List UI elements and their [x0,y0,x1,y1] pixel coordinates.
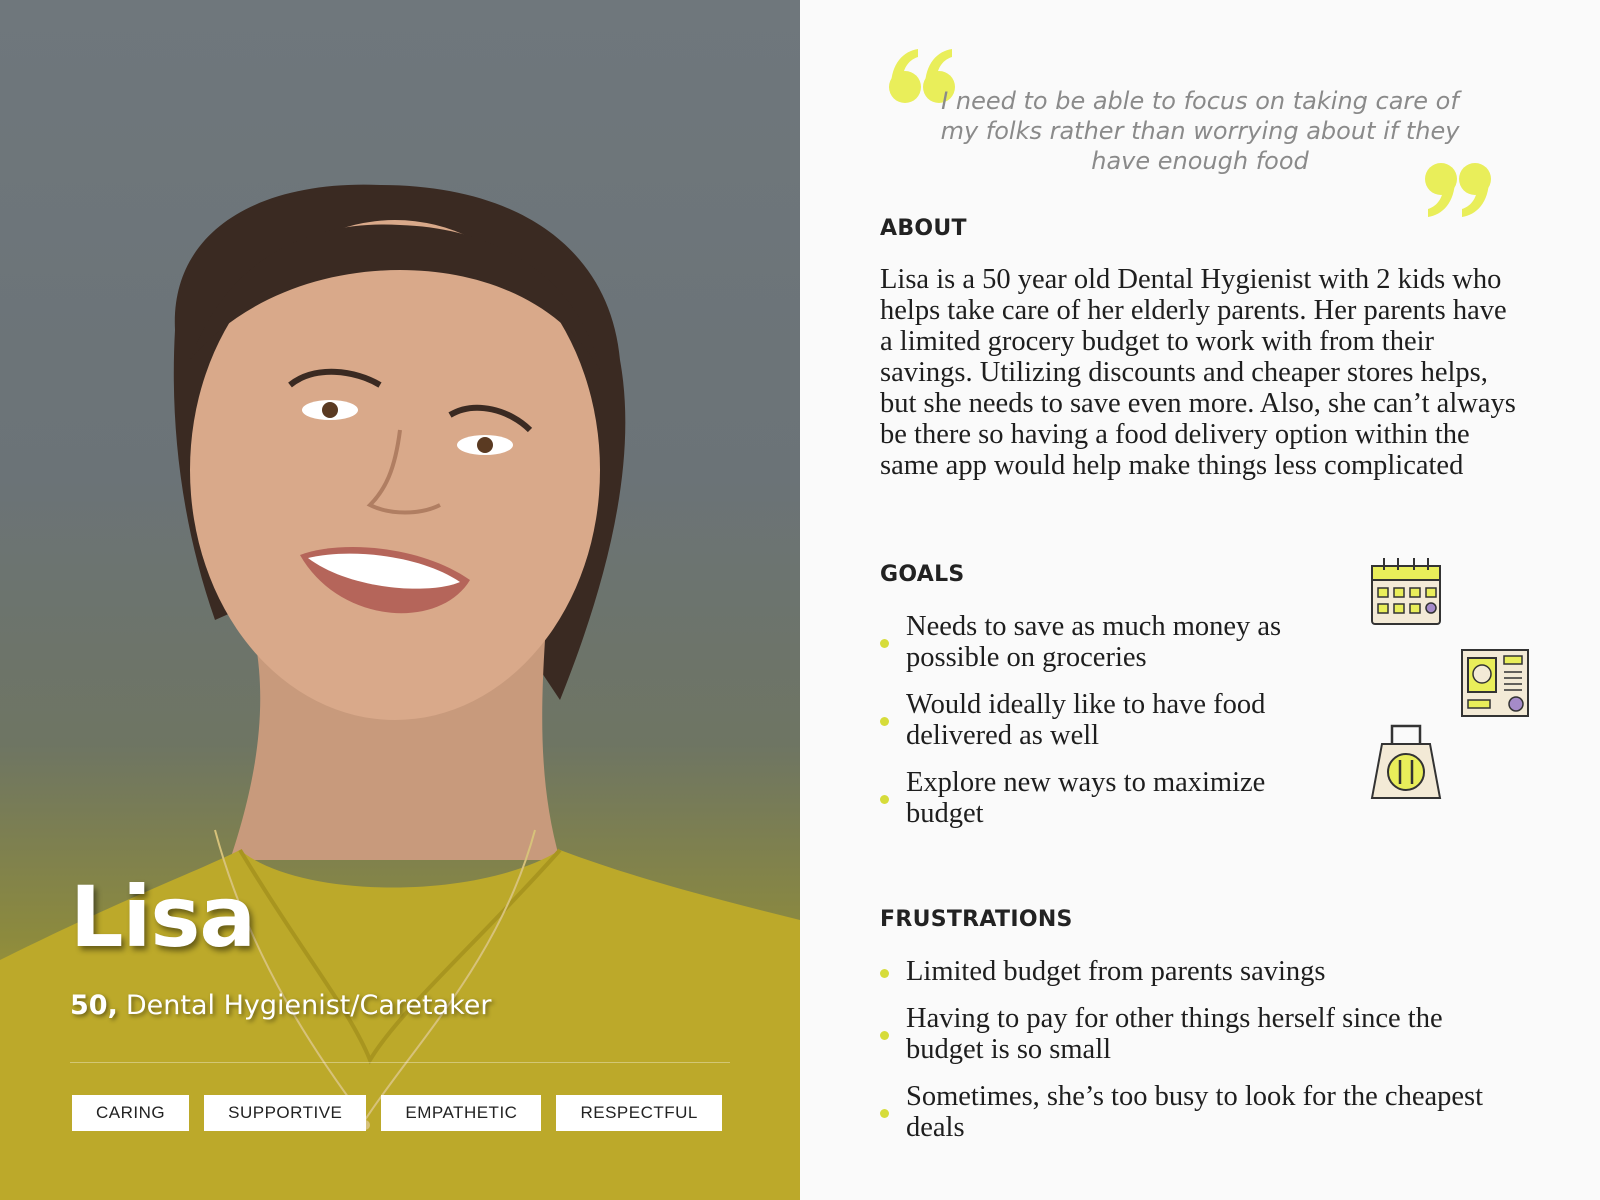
bullet-dot [880,969,889,978]
persona-role: Dental Hygienist/Caretaker [125,990,492,1021]
bullet-dot [880,1031,889,1040]
persona-details [800,0,1600,1200]
list-item [880,1081,1520,1143]
list-item [880,611,1320,673]
frustrations-list [880,956,1520,1159]
persona-age: 50, [70,990,118,1021]
goal-text: Needs to save as much money as possible on groceries [906,611,1282,673]
goals-list [880,611,1320,845]
calendar-icon [1370,556,1442,626]
trait-tag: EMPATHETIC [381,1095,541,1131]
trait-tag: CARING [72,1095,189,1131]
about-text: Lisa is a 50 year old Dental Hygienist with 2 kids who helps take care of her elderly parents. Her parents have a limited grocery budget to work with from their savings. Utilizing discounts and cheaper stores helps, but she needs to save even more. Also, she can’t always be there so having a food delivery option within the same app would help make things less complicated [880,264,1516,481]
meal-menu-icon [1460,648,1530,718]
persona-quote: I need to be able to focus on taking care of my folks rather than worrying about if they have enough food [940,87,1460,175]
frustration-text: Limited budget from parents savings [906,956,1326,987]
divider [70,1062,730,1063]
close-quote-icon [1422,158,1492,218]
list-item [880,1003,1520,1065]
food-bag-icon [1370,722,1442,802]
persona-meta [70,990,492,1021]
trait-tags [72,1095,722,1131]
goal-text: Explore new ways to maximize budget [906,767,1266,829]
list-item [880,689,1320,751]
about-heading: ABOUT [880,216,967,241]
bullet-dot [880,1109,889,1118]
goal-text: Would ideally like to have food delivered as well [906,689,1266,751]
frustration-text: Sometimes, she’s too busy to look for the cheapest deals [906,1081,1484,1143]
trait-tag: SUPPORTIVE [204,1095,366,1131]
list-item [880,767,1320,829]
bullet-dot [880,795,889,804]
trait-tag: RESPECTFUL [556,1095,721,1131]
bullet-dot [880,639,889,648]
bullet-dot [880,717,889,726]
goals-heading: GOALS [880,562,965,587]
frustrations-heading: FRUSTRATIONS [880,907,1073,932]
list-item [880,956,1520,987]
frustration-text: Having to pay for other things herself since the budget is so small [906,1003,1443,1065]
persona-name: Lisa [70,868,255,966]
